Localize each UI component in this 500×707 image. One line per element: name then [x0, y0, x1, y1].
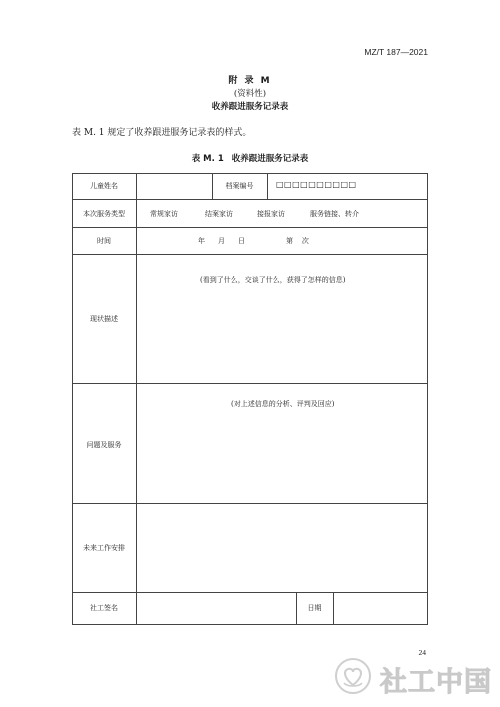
- future-plan-label: 未来工作安排: [83, 544, 125, 552]
- time-month: 月: [218, 237, 225, 245]
- file-number-boxes[interactable]: □□□□□□□□□□: [276, 180, 357, 189]
- signature-field[interactable]: [137, 593, 295, 624]
- service-type-option[interactable]: 常规家访: [150, 210, 178, 218]
- row-divider: [72, 227, 428, 228]
- heart-hands-logo-icon: [334, 657, 372, 695]
- annex-title: 附 录 M: [228, 76, 272, 86]
- status-label: 现状描述: [90, 315, 118, 323]
- status-hint: (看到了什么，交谈了什么，获得了怎样的信息): [200, 276, 346, 284]
- watermark: [334, 657, 494, 697]
- date-label: 日期: [307, 604, 322, 612]
- table-caption: [0, 152, 500, 164]
- status-field[interactable]: [137, 290, 427, 382]
- page-number: 24: [418, 648, 426, 657]
- signature-label: 社工签名: [90, 604, 118, 612]
- row-divider: [72, 199, 428, 200]
- row-divider: [72, 254, 428, 255]
- annex-type: (资料性): [233, 89, 267, 99]
- column-divider: [267, 173, 268, 199]
- problem-service-field[interactable]: [137, 413, 427, 502]
- intro-text: 表 M. 1 规定了收养跟进服务记录表的样式。: [72, 128, 252, 138]
- service-type-option[interactable]: 接报家访: [257, 210, 285, 218]
- file-number-label: 档案编号: [225, 182, 254, 190]
- standard-code: MZ/T 187—2021: [364, 47, 428, 57]
- visit-count: 第 次: [286, 237, 309, 245]
- time-year: 年: [198, 237, 205, 245]
- child-name-field[interactable]: [137, 175, 212, 198]
- service-type-option[interactable]: 结案家访: [205, 210, 233, 218]
- service-type-option[interactable]: 服务链接、转介: [310, 210, 359, 218]
- annex-name: 收养跟进服务记录表: [211, 102, 289, 112]
- time-day: 日: [238, 237, 245, 245]
- problem-service-hint: (对上述信息的分析、评判及回应): [231, 400, 335, 408]
- table-caption-title: 收养跟进服务记录表: [231, 154, 309, 164]
- date-field[interactable]: [334, 593, 427, 624]
- future-plan-field[interactable]: [137, 504, 427, 591]
- service-type-label: 本次服务类型: [83, 210, 125, 218]
- watermark-text: 社工中国: [380, 667, 492, 698]
- problem-service-label: 问题及服务: [86, 441, 122, 449]
- child-name-label: 儿童姓名: [90, 182, 118, 190]
- time-label: 时间: [97, 237, 111, 245]
- row-divider: [72, 383, 428, 384]
- table-caption-number: 表 M. 1: [191, 154, 224, 164]
